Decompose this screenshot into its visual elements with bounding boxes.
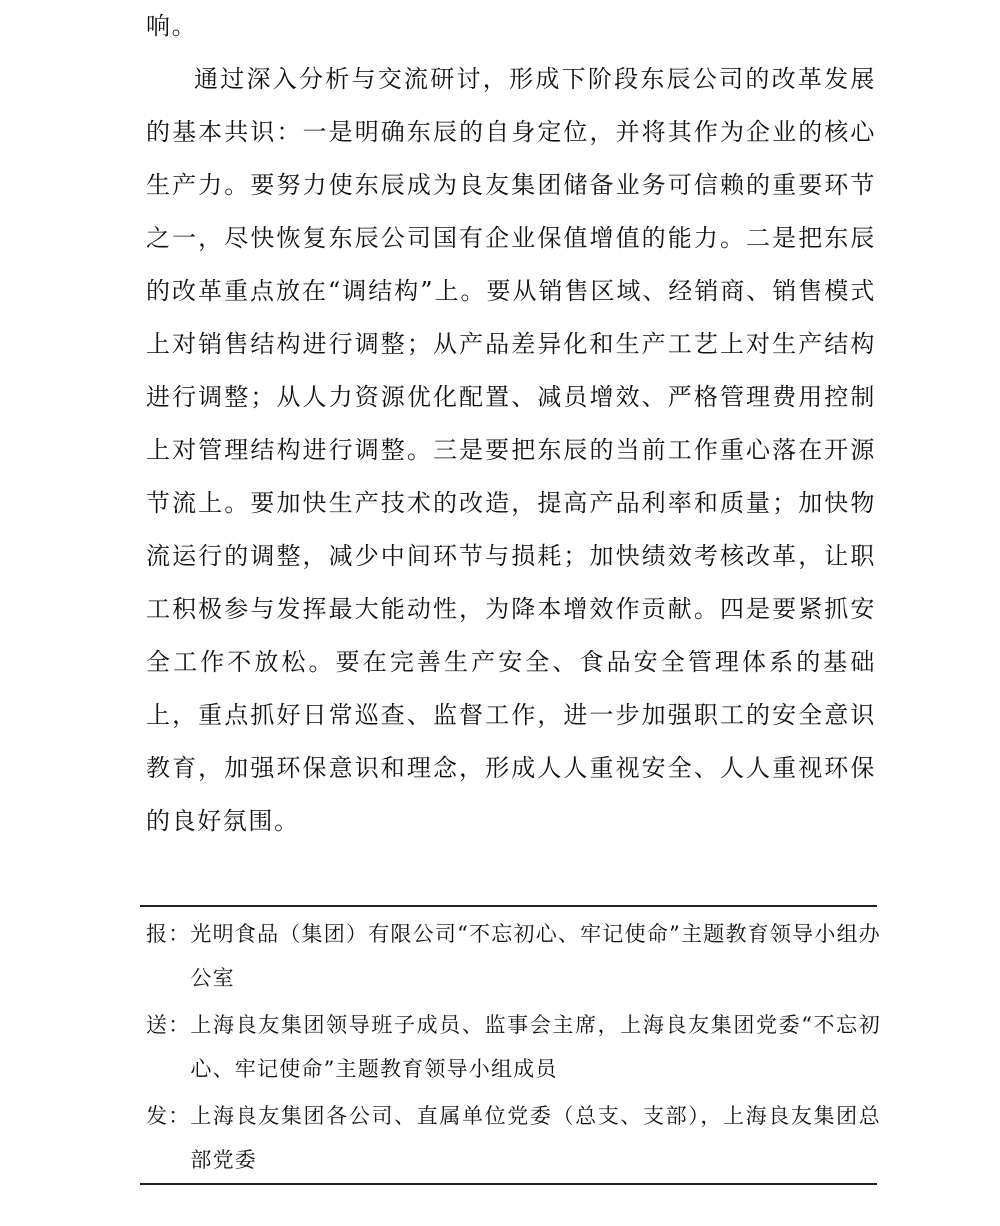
issue-label: 发： <box>146 1104 191 1128</box>
main-paragraph: 通过深入分析与交流研讨，形成下阶段东辰公司的改革发展的基本共识：一是明确东辰的自身定位，并将其作为企业的核心生产力。要努力使东辰成为良友集团储备业务可信赖的重要环节之一，尽快恢复东辰公司国有企业保值增值的能力。二是把东辰的改革重点放在“调结构”上。要从销售区域、经销商、销售模式上对销售结构进行调整；从产品差异化和生产工艺上对生产结构进行调整；从人力资源优化配置、减员增效、严格管理费用控制上对管理结构进行调整。三是要把东辰的当前工作重心落在开源节流上。要加快生产技术的改造，提高产品利率和质量；加快物流运行的调整，减少中间环节与损耗；加快绩效考核改革，让职工积极参与发挥最大能动性，为降本增效作贡献。四是要紧抓安全工作不放松。要在完善生产安全、食品安全管理体系的基础上，重点抓好日常巡查、监督工作，进一步加强职工的安全意识教育，加强环保意识和理念，形成人人重视安全、人人重视环保的良好氛围。 <box>146 65 876 835</box>
top-divider <box>140 905 877 907</box>
issue-recipients: 上海良友集团各公司、直属单位党委（总支、支部），上海良友集团总部党委 <box>190 1104 881 1172</box>
continuation-text: 响。 <box>146 12 198 40</box>
distribution-report <box>146 912 881 1000</box>
send-recipients: 上海良友集团领导班子成员、监事会主席，上海良友集团党委“不忘初心、牢记使命”主题教育领导小组成员 <box>190 1013 881 1081</box>
report-recipients: 光明食品（集团）有限公司“不忘初心、牢记使命”主题教育领导小组办公室 <box>190 922 881 990</box>
distribution-send <box>146 1003 881 1091</box>
distribution-issue <box>146 1094 881 1182</box>
body-text <box>146 0 876 848</box>
send-label: 送： <box>146 1013 191 1037</box>
bottom-divider <box>140 1183 877 1185</box>
report-label: 报： <box>146 922 191 946</box>
